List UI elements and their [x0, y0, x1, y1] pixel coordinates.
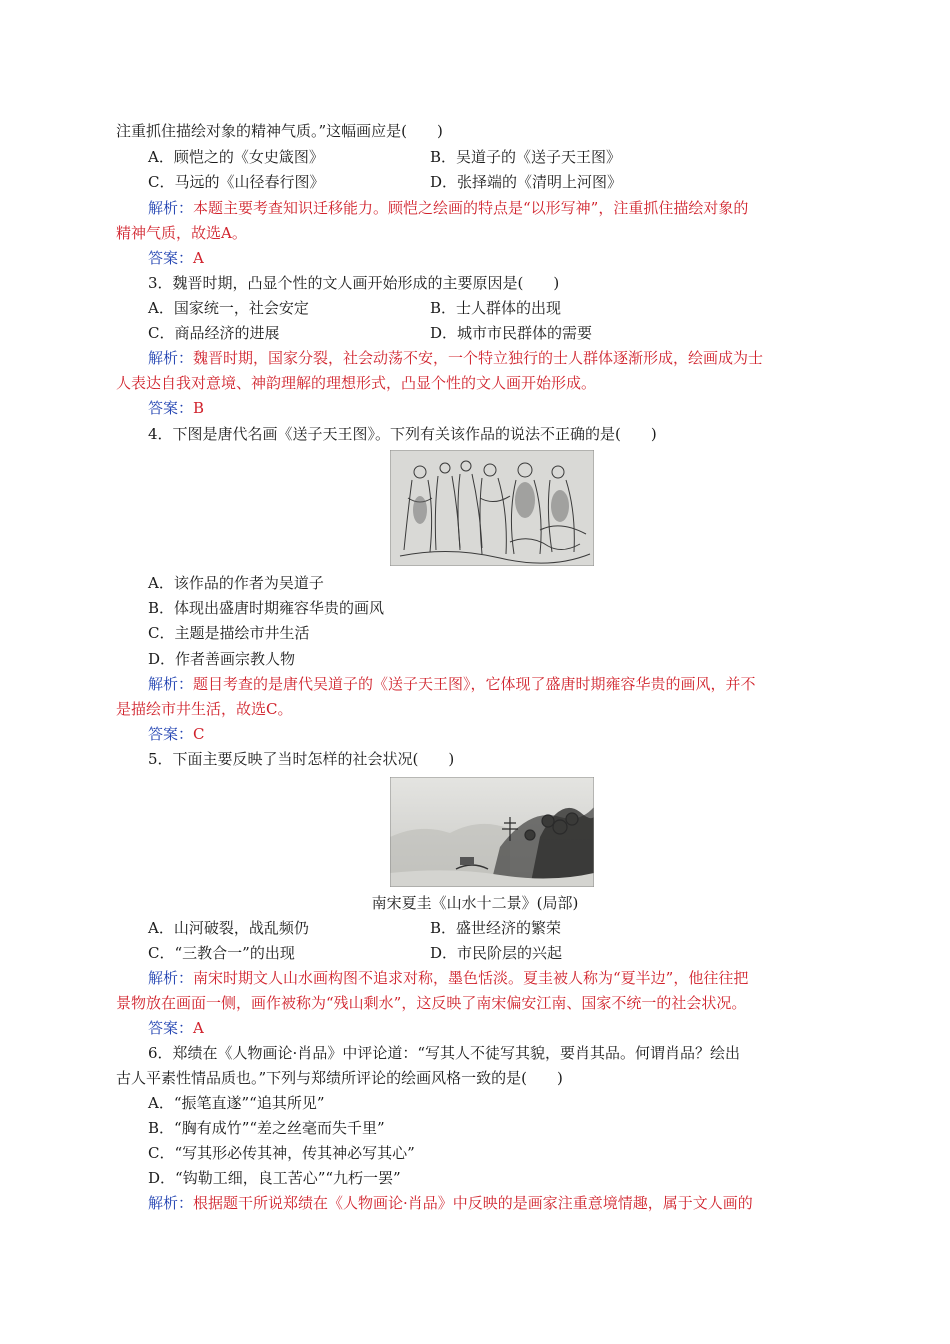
q5-option-b: B．盛世经济的繁荣	[430, 919, 562, 937]
analysis-text: 本题主要考查知识迁移能力。顾恺之绘画的特点是“以形写神”，注重抓住描绘对象的	[193, 199, 749, 217]
answer-value: C	[193, 725, 205, 743]
answer-value: A	[193, 249, 204, 267]
q6-option-d: D．“钩勒工细，良工苦心”“九朽一罢”	[148, 1169, 401, 1187]
q5-option-a: A．山河破裂，战乱频仍	[148, 919, 309, 937]
answer-label: 答案：	[148, 1019, 194, 1037]
q4-option-a: A．该作品的作者为吴道子	[148, 574, 324, 592]
q2-answer	[148, 248, 204, 268]
q5-analysis-cont: 景物放在画面一侧，画作被称为“残山剩水”，这反映了南宋偏安江南、国家不统一的社会状况。	[116, 994, 747, 1012]
q4-answer	[148, 724, 205, 744]
q3-analysis-cont: 人表达自我对意境、神韵理解的理想形式，凸显个性的文人画开始形成。	[116, 374, 597, 392]
answer-label: 答案：	[148, 399, 194, 417]
q3-option-a: A．国家统一，社会安定	[148, 299, 309, 317]
figure-caption: 南宋夏圭《山水十二景》(局部)	[371, 894, 579, 912]
q2-option-b: B．吴道子的《送子天王图》	[430, 148, 622, 166]
analysis-text: 题目考查的是唐代吴道子的《送子天王图》，它体现了盛唐时期雍容华贵的画风，并不	[193, 675, 756, 693]
q4-stem: 4．下图是唐代名画《送子天王图》。下列有关该作品的说法不正确的是( )	[148, 425, 657, 443]
q2-stem-tail: 注重抓住描绘对象的精神气质。”这幅画应是( )	[116, 122, 443, 140]
q5-analysis	[148, 968, 748, 988]
analysis-label: 解析：	[148, 349, 194, 367]
q2-option-d: D．张择端的《清明上河图》	[430, 173, 623, 191]
q4-option-b: B．体现出盛唐时期雍容华贵的画风	[148, 599, 385, 617]
q3-option-c: C．商品经济的进展	[148, 324, 280, 342]
q3-option-d: D．城市市民群体的需要	[430, 324, 593, 342]
q2-option-a: A．顾恺之的《女史箴图》	[148, 148, 324, 166]
answer-label: 答案：	[148, 725, 194, 743]
q3-option-b: B．士人群体的出现	[430, 299, 562, 317]
painting-figure-landscape	[390, 777, 594, 887]
q6-option-c: C．“写其形必传其神，传其神必写其心”	[148, 1144, 415, 1162]
q5-stem: 5．下面主要反映了当时怎样的社会状况( )	[148, 750, 455, 768]
q4-option-d: D．作者善画宗教人物	[148, 650, 296, 668]
analysis-label: 解析：	[148, 1194, 194, 1212]
q3-stem: 3．魏晋时期，凸显个性的文人画开始形成的主要原因是( )	[148, 274, 560, 292]
q6-analysis	[148, 1193, 753, 1213]
q3-answer	[148, 398, 204, 418]
analysis-text: 南宋时期文人山水画构图不追求对称，墨色恬淡。夏圭被人称为“夏半边”，他往往把	[193, 969, 749, 987]
analysis-label: 解析：	[148, 969, 194, 987]
answer-label: 答案：	[148, 249, 194, 267]
q4-analysis-cont: 是描绘市井生活，故选C。	[116, 700, 293, 718]
q2-analysis-cont: 精神气质，故选A。	[116, 224, 247, 242]
q2-analysis	[148, 198, 748, 218]
q6-stem: 6．郑绩在《人物画论·肖品》中评论道：“写其人不徒写其貌，要肖其品。何谓肖品？绘出	[148, 1044, 740, 1062]
q5-option-c: C．“三教合一”的出现	[148, 944, 295, 962]
answer-value: A	[193, 1019, 204, 1037]
q5-answer	[148, 1018, 204, 1038]
answer-value: B	[193, 399, 205, 417]
q4-option-c: C．主题是描绘市井生活	[148, 624, 310, 642]
q4-analysis	[148, 674, 756, 694]
analysis-label: 解析：	[148, 199, 194, 217]
q2-option-c: C．马远的《山径春行图》	[148, 173, 325, 191]
painting-figure-heavenly-king	[390, 450, 594, 566]
q6-option-a: A．“振笔直遂”“追其所见”	[148, 1094, 325, 1112]
q5-option-d: D．市民阶层的兴起	[430, 944, 563, 962]
analysis-text: 魏晋时期，国家分裂，社会动荡不安，一个特立独行的士人群体逐渐形成，绘画成为士	[193, 349, 764, 367]
q6-stem-cont: 古人平素性情品质也。”下列与郑绩所评论的绘画风格一致的是( )	[116, 1069, 563, 1087]
q6-option-b: B．“胸有成竹”“差之丝毫而失千里”	[148, 1119, 385, 1137]
analysis-text: 根据题干所说郑绩在《人物画论·肖品》中反映的是画家注重意境情趣，属于文人画的	[193, 1194, 753, 1212]
analysis-label: 解析：	[148, 675, 194, 693]
q3-analysis	[148, 348, 763, 368]
